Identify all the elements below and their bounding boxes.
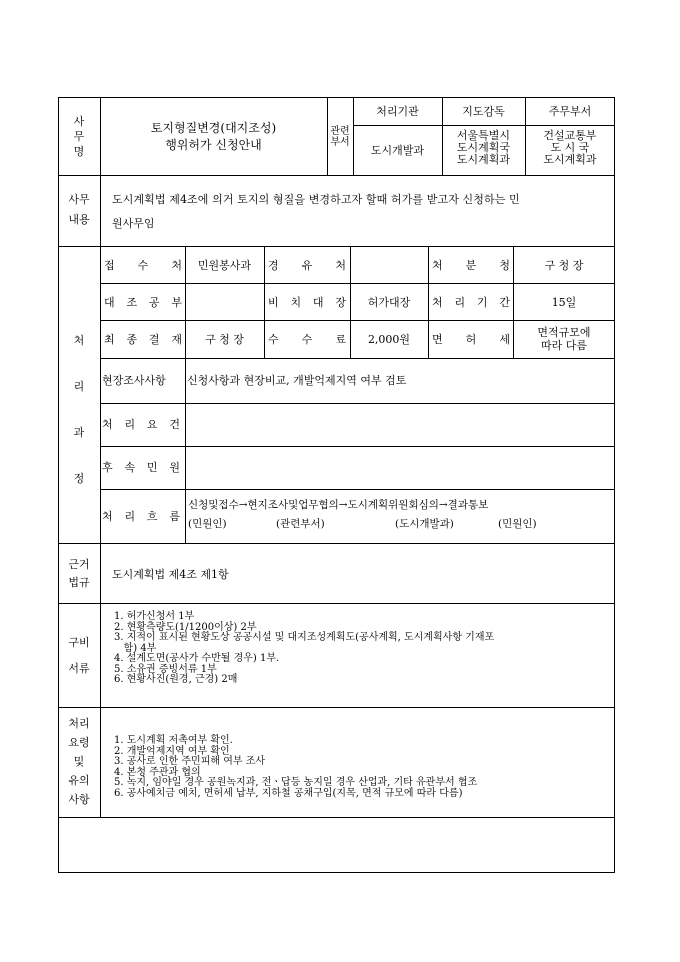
disposition-label: 처 분 청 <box>432 259 510 272</box>
reception-value: 민원봉사과 <box>197 259 252 272</box>
list-item: 1. 도시계획 저촉여부 확인. <box>114 735 233 746</box>
license-tax-label: 면 허 세 <box>432 333 510 346</box>
divider <box>353 125 615 126</box>
content-text-line2: 원사무임 <box>112 217 155 230</box>
list-item: 1. 허가신청서 1부 <box>114 611 195 622</box>
list-item: 함) 4부 <box>114 642 157 654</box>
divider <box>100 320 615 321</box>
fee-label: 수 수 료 <box>268 333 346 346</box>
divider <box>264 246 265 358</box>
form-title-line1: 토지형질변경(대지조성) <box>150 121 277 135</box>
col-processing-org: 처리기관 <box>376 105 419 118</box>
ledger-label: 비 치 대 장 <box>268 296 346 309</box>
form-title-line2: 행위허가 신청안내 <box>165 138 262 152</box>
divider <box>100 283 615 284</box>
flow-label: 처 리 흐 름 <box>102 510 180 523</box>
divider <box>100 358 615 359</box>
flow-actor: (민원인) <box>188 518 227 530</box>
list-item: 3. 지적이 표시된 현황도상 공공시설 및 대지조성계획도(공사계획, 도시계획사항 기재포 <box>114 632 495 643</box>
list-item: 6. 공사예치금 예치, 면허세 납부, 지하철 공채구입(지목, 면적 규모에 따라 다름) <box>114 787 463 799</box>
flow-actor: (도시개발과) <box>395 518 454 530</box>
list-item: 6. 현황사진(원경, 근경) 2매 <box>114 674 238 685</box>
divider <box>58 707 615 708</box>
flow-steps: 신청및접수→현지조사및업무협의→도시계획위원회심의→결과통보 <box>188 499 489 511</box>
list-item: 4. 본청 주관과 협의 <box>114 766 201 778</box>
approval-label: 최 종 결 재 <box>104 333 182 346</box>
section-label-content: 사무 내용 <box>68 193 90 226</box>
divider <box>428 246 429 358</box>
period-value: 15일 <box>551 296 577 309</box>
guidelines-list <box>114 736 477 799</box>
ledger-value: 허가대장 <box>367 296 411 309</box>
flow-actor: (관련부서) <box>276 518 325 530</box>
content-text-line1: 도시계획법 제4조에 의거 토지의 형질을 변경하고자 할때 허가를 받고자 신청하는 민 <box>112 193 520 206</box>
period-label: 처 리 기 간 <box>432 296 510 309</box>
requirements-label: 처 리 요 건 <box>102 418 180 431</box>
section-label-documents: 구비 서류 <box>68 636 90 675</box>
divider <box>100 403 615 404</box>
related-dept-label: 관련 부서 <box>330 126 350 148</box>
main-dept-value: 건설교통부 도 시 국 도시계획과 <box>543 129 597 166</box>
site-survey-value: 신청사항과 현장비교, 개발억제지역 여부 검토 <box>187 374 407 387</box>
list-item: 5. 소유권 증빙서류 1부 <box>114 663 217 675</box>
via-label: 경 유 처 <box>268 259 346 272</box>
divider <box>58 543 615 544</box>
list-item: 3. 공사로 인한 주민피해 여부 조사 <box>114 756 266 767</box>
basis-text: 도시계획법 제4조 제1항 <box>112 568 229 581</box>
divider <box>58 246 615 247</box>
divider <box>100 97 101 817</box>
divider <box>100 489 615 490</box>
processing-org-value: 도시개발과 <box>370 144 425 157</box>
reception-label: 접 수 처 <box>104 259 182 272</box>
list-item: 2. 현황측량도(1/1200이상) 2부 <box>114 621 257 633</box>
divider <box>100 446 615 447</box>
divider <box>58 603 615 604</box>
section-label-title: 사 무 명 <box>73 115 85 158</box>
col-supervision: 지도감독 <box>462 105 505 118</box>
flow-actor: (민원인) <box>498 518 537 530</box>
fee-value: 2,000원 <box>367 333 411 346</box>
followup-label: 후 속 민 원 <box>102 461 180 474</box>
site-survey-label: 현장조사사항 <box>102 374 166 387</box>
license-tax-value: 면적규모에 따라 다름 <box>537 326 591 352</box>
divider <box>185 246 186 543</box>
section-label-process: 처 리 과 정 <box>73 334 85 485</box>
section-label-guidelines: 처리 요령 및 유의 사항 <box>68 717 90 806</box>
supervision-value: 서울특별시 도시계획국 도시계획과 <box>456 129 511 166</box>
reference-label: 대 조 공 부 <box>104 296 182 309</box>
documents-list <box>114 612 494 686</box>
section-label-basis: 근거 법규 <box>68 558 90 589</box>
list-item: 5. 녹지, 임야일 경우 공원녹지과, 전ㆍ답등 농지일 경우 산업과, 기타 유관부서 협조 <box>114 777 478 788</box>
divider <box>58 817 615 818</box>
divider <box>58 175 615 176</box>
col-main-dept: 주무부서 <box>548 105 592 118</box>
approval-value: 구 청 장 <box>205 333 244 346</box>
disposition-value: 구 청 장 <box>544 259 584 272</box>
list-item: 2. 개발억제지역 여부 확인 <box>114 745 230 757</box>
list-item: 4. 설계도면(공사가 수반될 경우) 1부. <box>114 653 280 664</box>
